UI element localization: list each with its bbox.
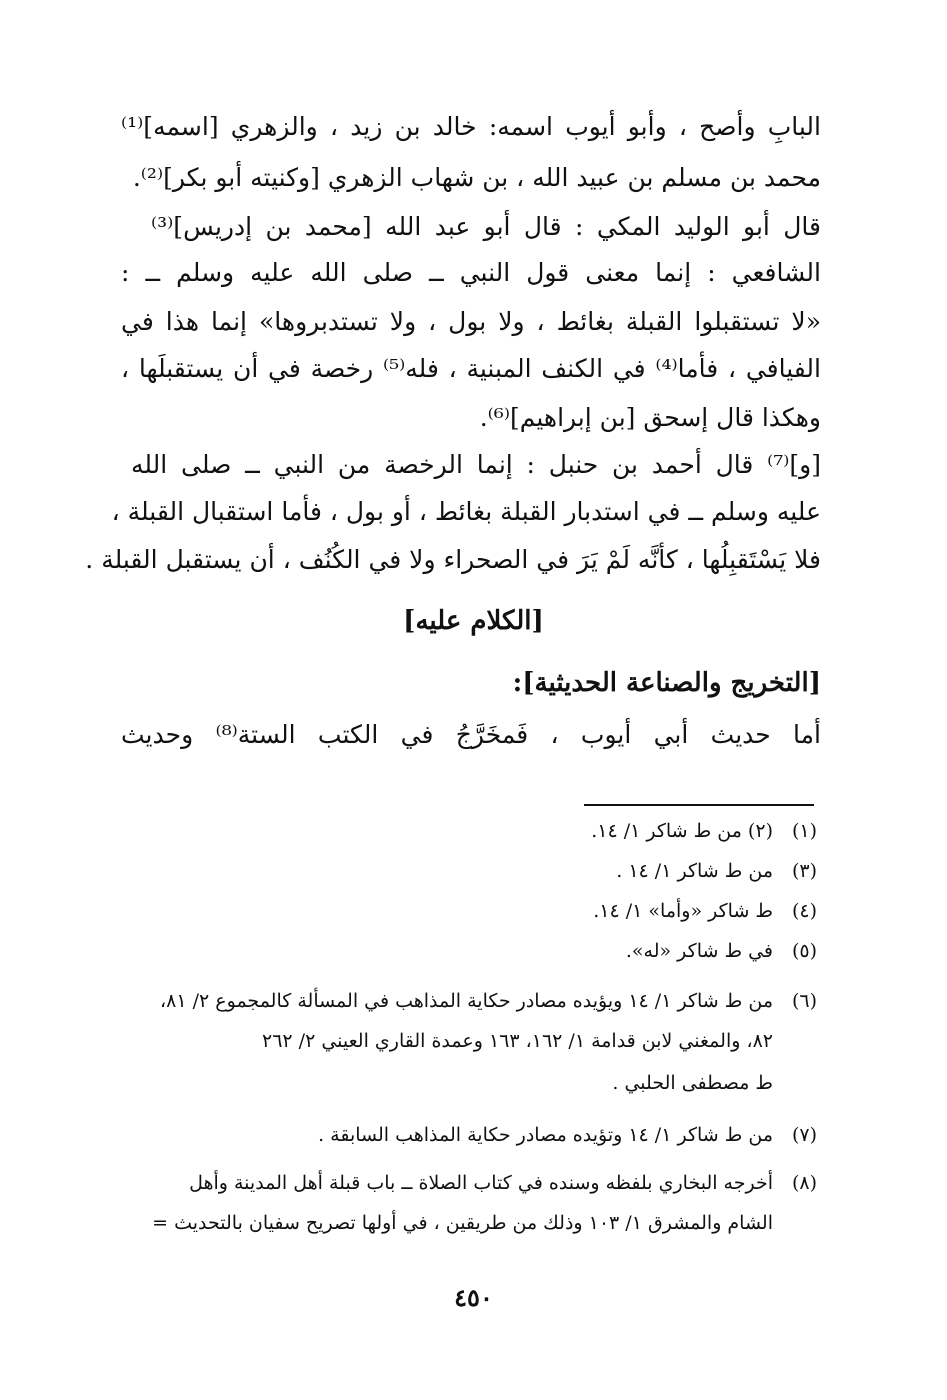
footnote-number: (٦): [791, 990, 817, 1012]
footnote-text: في ط شاكر «له».: [625, 940, 773, 962]
footnote-number: (٣): [791, 860, 817, 882]
footnote: [593, 900, 817, 922]
footnote-continuation: الشام والمشرق ١/ ١٠٣ وذلك من طريقين ، في أولها تصريح سفيان بالتحديث =: [152, 1212, 773, 1234]
section-heading: [الكلام عليه]: [403, 606, 544, 636]
footnote-number: (٤): [791, 900, 817, 922]
page-number: ٤٥٠: [454, 1283, 493, 1312]
footnote-text: من ط شاكر ١/ ١٤ .: [616, 860, 773, 882]
footnote-number: (١): [791, 820, 817, 842]
footnote-text: من ط شاكر ١/ ١٤ ويؤيده مصادر حكاية المذاهب في المسألة كالمجموع ٢/ ٨١،: [160, 990, 773, 1012]
body-line: الشافعي : إنما معنى قول النبي ــ صلى الله عليه وسلم ــ :: [121, 258, 821, 287]
subheading: [التخريج والصناعة الحديثية]:: [512, 668, 821, 698]
body-line: محمد بن مسلم بن عبيد الله ، بن شهاب الزهري [وكنيته أبو بكر]⁽²⁾.: [132, 163, 821, 192]
body-line: البابِ وأصح ، وأبو أيوب اسمه: خالد بن زيد ، والزهري [اسمه]⁽¹⁾: [121, 112, 821, 141]
footnote-continuation: ط مصطفى الحلبي .: [612, 1072, 773, 1094]
body-line: فلا يَسْتَقبِلُها ، كأنَّه لَمْ يَرَ في الصحراء ولا في الكُنُف ، أن يستقبل القبلة .: [85, 545, 821, 574]
footnote-number: (٨): [791, 1172, 817, 1194]
body-line: «لا تستقبلوا القبلة بغائط ، ولا بول ، ولا تستدبروها» إنما هذا في: [121, 307, 821, 336]
body-line: وهكذا قال إسحق [بن إبراهيم]⁽⁶⁾.: [479, 403, 821, 432]
footnote: [616, 860, 817, 882]
footnote-text: (٢) من ط شاكر ١/ ١٤.: [591, 820, 773, 842]
footnote-number: (٧): [791, 1124, 817, 1146]
body-line: [و]⁽⁷⁾ قال أحمد بن حنبل : إنما الرخصة من النبي ــ صلى الله: [131, 450, 821, 479]
footnote: [591, 820, 817, 842]
footnote-continuation: ٨٢، والمغني لابن قدامة ١/ ١٦٢، ١٦٣ وعمدة القاري العيني ٢/ ٢٦٢: [262, 1030, 773, 1052]
body-line: الفيافي ، فأما⁽⁴⁾ في الكنف المبنية ، فله⁽⁵⁾ رخصة في أن يستقبلَها ،: [121, 354, 821, 383]
footnote: [318, 1124, 817, 1146]
body-line: قال أبو الوليد المكي : قال أبو عبد الله [محمد بن إدريس]⁽³⁾: [151, 212, 821, 241]
footnote-separator: [584, 804, 814, 806]
footnote: [189, 1172, 817, 1194]
footnote-text: ط شاكر «وأما» ١/ ١٤.: [593, 900, 773, 922]
footnote: [160, 990, 817, 1012]
body-line: عليه وسلم ــ في استدبار القبلة بغائط ، أو بول ، فأما استقبال القبلة ،: [111, 497, 821, 526]
footnote-text: أخرجه البخاري بلفظه وسنده في كتاب الصلاة ــ باب قبلة أهل المدينة وأهل: [189, 1172, 773, 1194]
footnote-number: (٥): [791, 940, 817, 962]
footnote-text: من ط شاكر ١/ ١٤ وتؤيده مصادر حكاية المذاهب السابقة .: [318, 1124, 773, 1146]
footnote: [626, 940, 817, 962]
body-line: أما حديث أبي أيوب ، فَمخَرَّجُ في الكتب الستة⁽⁸⁾ وحديث: [121, 720, 821, 749]
